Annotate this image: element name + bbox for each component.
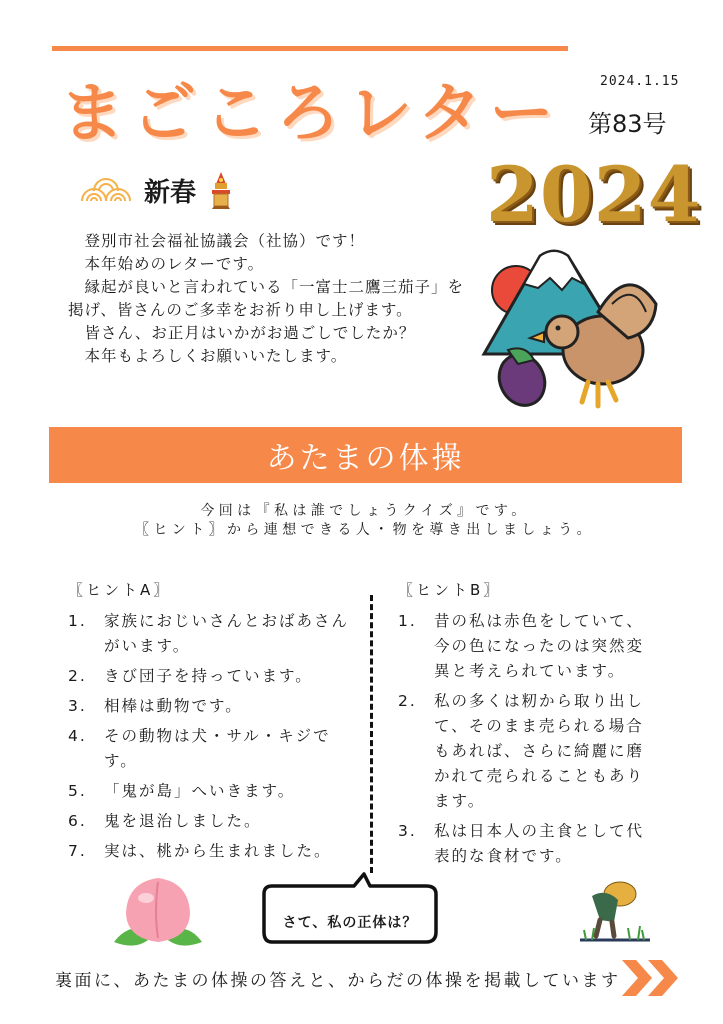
quiz-intro-line: 今回は『私は誰でしょうクイズ』です。 (200, 503, 530, 519)
list-item: 3. 相棒は動物です。 (68, 697, 243, 715)
list-item: 2. 私の多くは籾から取り出して、そのまま売られる場合もあれば、さらに綺麗に磨かれて売られることもあります。 (398, 692, 645, 810)
hint-a-list (68, 609, 358, 864)
double-chevron-right-icon (620, 958, 684, 998)
speech-bubble (250, 872, 450, 950)
list-item: 1. 家族におじいさんとおばあさんがいます。 (68, 612, 350, 655)
year-heading: 2024 (486, 150, 702, 239)
list-item: 2. きび団子を持っています。 (68, 667, 313, 685)
peach-illustration (110, 872, 206, 954)
greeting-heading: 新春 (144, 177, 197, 208)
list-item: 4. その動物は犬・サル・キジです。 (68, 727, 331, 770)
hint-a-column (68, 578, 358, 869)
speech-bubble-text: さて、私の正体は？ (282, 915, 418, 931)
greeting-paragraph: 皆さん、お正月はいかがお過ごしでしたか？ (68, 324, 416, 342)
wave-pattern-icon (80, 177, 132, 203)
kadomatsu-icon (208, 170, 234, 210)
quiz-intro-line: 〖ヒント〗から連想できる人・物を導き出しましょう。 (135, 522, 595, 538)
top-rule (52, 46, 568, 51)
newsletter-title: まごころレター (60, 77, 562, 151)
list-item: 5. 「鬼が島」へいきます。 (68, 782, 296, 800)
issue-number: 第83号 (588, 110, 667, 138)
list-item: 7. 実は、桃から生まれました。 (68, 842, 332, 860)
greeting-text (68, 230, 468, 368)
hint-a-heading: 〖ヒントA〗 (68, 581, 172, 599)
hint-b-heading: 〖ヒントB〗 (398, 581, 502, 599)
footer-text: 裏面に、あたまの体操の答えと、からだの体操を掲載しています (55, 971, 621, 991)
section-title: あたまの体操 (266, 441, 465, 476)
list-item: 1. 昔の私は赤色をしていて、今の色になったのは突然変異と考えられています。 (398, 612, 645, 680)
section-banner (49, 427, 682, 483)
list-item: 6. 鬼を退治しました。 (68, 812, 262, 830)
quiz-intro (40, 502, 690, 540)
list-item: 3. 私は日本人の主食として代表的な食材です。 (398, 822, 645, 865)
column-divider (370, 595, 373, 873)
greeting-paragraph: 登別市社会福祉協議会（社協）です！ (68, 232, 366, 250)
hint-b-list (398, 609, 660, 869)
greeting-heading-row (80, 170, 234, 210)
fuji-hawk-eggplant-illustration (478, 242, 670, 420)
hint-b-column (398, 578, 660, 874)
greeting-paragraph: 縁起が良いと言われている「一富士二鷹三茄子」を掲げ、皆さんのご多幸をお祈り申し上げます。 (68, 278, 465, 319)
rice-planting-illustration (578, 874, 652, 948)
issue-date: 2024.1.15 (600, 74, 680, 89)
greeting-paragraph: 本年始めのレターです。 (68, 255, 265, 273)
greeting-paragraph: 本年もよろしくお願いいたします。 (68, 347, 348, 365)
